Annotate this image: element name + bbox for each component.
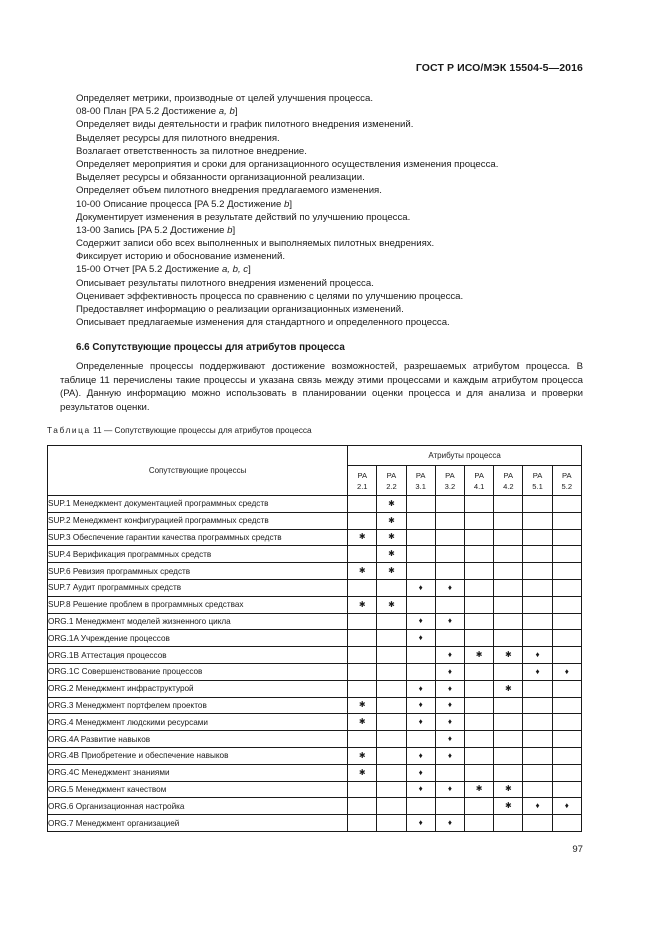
attribute-cell <box>465 680 494 697</box>
line-italic: a, b <box>218 106 235 118</box>
body-line <box>76 105 586 118</box>
attribute-cell <box>465 563 494 580</box>
process-name: ORG.1A Учреждение процессов <box>48 630 348 647</box>
attribute-pa: PA <box>357 470 368 480</box>
attribute-cell: ♦ <box>406 579 435 596</box>
line-prefix: 08-00 План [PA 5.2 Достижение <box>76 106 219 118</box>
attribute-cell <box>377 647 406 664</box>
attribute-cell: ♦ <box>523 663 552 680</box>
attribute-cell <box>406 512 435 529</box>
process-name: SUP.8 Решение проблем в программных средствах <box>48 596 348 613</box>
attribute-cell <box>523 496 552 513</box>
attribute-cell: ♦ <box>406 613 435 630</box>
attribute-cell <box>435 630 464 647</box>
paragraph-text: Определенные процессы поддерживают достижение возможностей, разрешаемых атрибутом процесса. В таблице 11 перечислены такие процессы и указана связь между этими процессами и каждым атрибутом процесса (PA). Данную информацию можно использовать в планировании оценки процесса и для анализа и проверки результатов оценки. <box>60 361 583 413</box>
attribute-cell: ♦ <box>435 613 464 630</box>
attribute-cell <box>494 815 523 832</box>
process-column-header: Сопутствующие процессы <box>48 446 348 496</box>
attribute-cell <box>552 714 581 731</box>
attribute-cell <box>523 529 552 546</box>
process-name: ORG.2 Менеджмент инфраструктурой <box>48 680 348 697</box>
table-row <box>48 630 582 647</box>
table-row <box>48 563 582 580</box>
attribute-cell <box>435 563 464 580</box>
attribute-cell <box>494 714 523 731</box>
attribute-cell: ♦ <box>406 747 435 764</box>
body-line: Выделяет ресурсы для пилотного внедрения. <box>76 132 280 144</box>
attribute-number: 2.1 <box>356 481 368 491</box>
attribute-cell <box>348 630 377 647</box>
attribute-pa: PA <box>386 470 397 480</box>
attribute-cell: ♦ <box>523 798 552 815</box>
line-prefix: 13-00 Запись [PA 5.2 Достижение <box>76 224 228 236</box>
attribute-cell: ✱ <box>348 764 377 781</box>
attribute-cell: ✱ <box>348 714 377 731</box>
body-line: Выделяет ресурсы и обязанности организационной реализации. <box>76 172 365 184</box>
attribute-cell <box>465 697 494 714</box>
attribute-cell <box>523 714 552 731</box>
attribute-cell <box>523 512 552 529</box>
attribute-cell <box>348 512 377 529</box>
attributes-header: Атрибуты процесса <box>348 446 582 466</box>
attribute-cell <box>435 546 464 563</box>
attribute-number: 4.2 <box>503 481 514 491</box>
table-row <box>48 663 582 680</box>
attribute-cell: ♦ <box>552 663 581 680</box>
document-header: ГОСТ Р ИСО/МЭК 15504-5—2016 <box>415 62 583 74</box>
attribute-cell: ♦ <box>406 815 435 832</box>
table-row <box>48 815 582 832</box>
attribute-cell <box>465 815 494 832</box>
body-line: Документирует изменения в результате действий по улучшению процесса. <box>76 211 411 223</box>
attribute-cell <box>465 496 494 513</box>
attribute-cell <box>494 596 523 613</box>
attribute-cell <box>465 579 494 596</box>
process-name: SUP.1 Менеджмент документацией программных средств <box>48 496 348 513</box>
attribute-cell: ♦ <box>406 714 435 731</box>
attribute-cell <box>348 663 377 680</box>
attribute-cell <box>465 764 494 781</box>
attribute-cell <box>348 579 377 596</box>
attribute-column-header <box>494 466 523 496</box>
process-name: ORG.1 Менеджмент моделей жизненного цикла <box>48 613 348 630</box>
process-name: SUP.4 Верификация программных средств <box>48 546 348 563</box>
attribute-number: 5.1 <box>532 481 543 491</box>
attribute-cell <box>348 613 377 630</box>
table-row <box>48 781 582 798</box>
attribute-cell: ♦ <box>435 579 464 596</box>
attribute-cell <box>435 798 464 815</box>
attribute-cell: ✱ <box>348 747 377 764</box>
attribute-cell <box>465 663 494 680</box>
section-title: 6.6 Сопутствующие процессы для атрибутов процесса <box>76 342 345 353</box>
attribute-cell: ♦ <box>435 680 464 697</box>
attribute-pa: PA <box>503 470 514 480</box>
table-row <box>48 714 582 731</box>
attribute-cell: ♦ <box>406 697 435 714</box>
attribute-cell <box>406 596 435 613</box>
process-name: SUP.3 Обеспечение гарантии качества программных средств <box>48 529 348 546</box>
attribute-cell: ✱ <box>348 563 377 580</box>
attribute-cell <box>377 714 406 731</box>
attribute-cell <box>348 647 377 664</box>
attribute-cell <box>406 663 435 680</box>
attribute-cell: ♦ <box>435 781 464 798</box>
attribute-cell <box>465 798 494 815</box>
attribute-cell <box>552 731 581 748</box>
attribute-cell <box>523 764 552 781</box>
table-row <box>48 529 582 546</box>
table-caption <box>47 425 312 435</box>
attribute-cell <box>523 596 552 613</box>
attribute-cell <box>552 579 581 596</box>
attribute-cell <box>377 663 406 680</box>
attribute-pa: PA <box>474 470 484 480</box>
process-name: ORG.5 Менеджмент качеством <box>48 781 348 798</box>
process-name: SUP.7 Аудит программных средств <box>48 579 348 596</box>
attribute-cell <box>523 613 552 630</box>
attribute-cell <box>465 747 494 764</box>
attribute-cell <box>377 815 406 832</box>
attribute-cell <box>494 697 523 714</box>
line-suffix: ] <box>234 106 238 118</box>
attribute-cell: ♦ <box>435 663 464 680</box>
attribute-pa: PA <box>445 470 455 480</box>
attribute-cell <box>494 663 523 680</box>
attribute-cell <box>552 546 581 563</box>
attribute-cell: ♦ <box>406 630 435 647</box>
body-line: Оценивает эффективность процесса по сравнению с целями по улучшению процесса. <box>76 290 464 302</box>
attribute-number: 5.2 <box>561 481 573 491</box>
attribute-number: 3.2 <box>444 481 456 491</box>
body-line <box>76 198 586 211</box>
attribute-cell <box>348 781 377 798</box>
attribute-cell: ✱ <box>494 781 523 798</box>
body-line <box>76 224 586 237</box>
attribute-column-header <box>377 466 406 496</box>
attribute-column-header <box>406 466 435 496</box>
attribute-cell <box>552 613 581 630</box>
process-name: ORG.3 Менеджмент портфелем проектов <box>48 697 348 714</box>
table-row <box>48 680 582 697</box>
attribute-cell <box>552 496 581 513</box>
page-number: 97 <box>572 844 583 855</box>
attribute-cell <box>377 747 406 764</box>
attribute-cell <box>435 529 464 546</box>
body-text <box>76 92 586 329</box>
attribute-cell <box>377 680 406 697</box>
attribute-cell <box>348 496 377 513</box>
attribute-cell <box>523 546 552 563</box>
attribute-cell <box>406 647 435 664</box>
body-line: Определяет мероприятия и сроки для организационного осуществления изменения процесса. <box>76 158 499 170</box>
attribute-cell <box>465 529 494 546</box>
attribute-cell <box>377 579 406 596</box>
table-row <box>48 798 582 815</box>
body-line: Описывает предлагаемые изменения для стандартного и определенного процесса. <box>76 317 450 329</box>
attribute-cell <box>406 731 435 748</box>
attribute-cell <box>494 747 523 764</box>
table-row <box>48 747 582 764</box>
attribute-cell <box>465 512 494 529</box>
attribute-cell <box>552 596 581 613</box>
attribute-cell <box>523 747 552 764</box>
attribute-cell <box>494 630 523 647</box>
process-name: ORG.4B Приобретение и обеспечение навыков <box>48 747 348 764</box>
attribute-cell: ♦ <box>435 714 464 731</box>
process-name: ORG.4C Менеджмент знаниями <box>48 764 348 781</box>
table-row <box>48 697 582 714</box>
attribute-cell: ✱ <box>377 496 406 513</box>
attribute-cell <box>552 815 581 832</box>
attribute-cell <box>494 529 523 546</box>
attribute-column-header <box>465 466 494 496</box>
attribute-cell <box>406 496 435 513</box>
attribute-cell <box>465 596 494 613</box>
body-line: Возлагает ответственность за пилотное внедрение. <box>76 145 307 157</box>
attribute-number: 3.1 <box>415 481 426 491</box>
attribute-cell <box>552 680 581 697</box>
line-suffix: ] <box>248 264 251 276</box>
attribute-cell <box>435 512 464 529</box>
attribute-cell: ✱ <box>348 697 377 714</box>
attribute-cell <box>552 747 581 764</box>
attribute-cell: ✱ <box>377 546 406 563</box>
body-line: Определяет виды деятельности и график пилотного внедрения изменений. <box>76 119 414 131</box>
attribute-cell <box>377 764 406 781</box>
attribute-cell: ♦ <box>406 680 435 697</box>
table-row <box>48 546 582 563</box>
process-name: ORG.1C Совершенствование процессов <box>48 663 348 680</box>
attribute-cell <box>552 764 581 781</box>
attribute-cell <box>435 496 464 513</box>
attribute-cell <box>348 731 377 748</box>
attribute-column-header <box>348 466 377 496</box>
attribute-cell: ✱ <box>377 563 406 580</box>
attribute-cell <box>552 647 581 664</box>
attribute-cell: ♦ <box>552 798 581 815</box>
attribute-cell <box>552 630 581 647</box>
attribute-cell: ♦ <box>523 647 552 664</box>
attribute-cell <box>406 546 435 563</box>
attribute-cell <box>552 529 581 546</box>
attribute-cell: ✱ <box>465 647 494 664</box>
line-italic: a, b, c <box>221 264 249 276</box>
body-line: Описывает результаты пилотного внедрения изменений процесса. <box>76 277 374 289</box>
process-name: SUP.2 Менеджмент конфигурацией программных средств <box>48 512 348 529</box>
attribute-pa: PA <box>415 470 426 480</box>
attribute-cell: ✱ <box>348 596 377 613</box>
attribute-pa: PA <box>562 470 572 480</box>
line-italic: b <box>227 224 233 236</box>
attribute-cell: ✱ <box>377 529 406 546</box>
process-name: ORG.4A Развитие навыков <box>48 731 348 748</box>
attribute-column-header <box>523 466 552 496</box>
attribute-cell <box>348 815 377 832</box>
attribute-cell <box>377 697 406 714</box>
table-caption-text: 11 — Сопутствующие процессы для атрибутов процесса <box>90 425 312 435</box>
attribute-cell <box>494 731 523 748</box>
table-row <box>48 512 582 529</box>
attribute-cell <box>523 781 552 798</box>
process-name: ORG.4 Менеджмент людскими ресурсами <box>48 714 348 731</box>
table-row <box>48 764 582 781</box>
attribute-cell <box>552 563 581 580</box>
attribute-cell: ♦ <box>435 647 464 664</box>
attribute-cell: ✱ <box>348 529 377 546</box>
attribute-column-header <box>552 466 581 496</box>
attribute-number: 2.2 <box>386 481 397 491</box>
attribute-cell: ✱ <box>465 781 494 798</box>
process-name: SUP.6 Ревизия программных средств <box>48 563 348 580</box>
line-suffix: ] <box>232 224 236 236</box>
attribute-cell <box>406 529 435 546</box>
attribute-cell: ✱ <box>494 680 523 697</box>
process-name: ORG.6 Организационная настройка <box>48 798 348 815</box>
line-prefix: 10-00 Описание процесса [PA 5.2 Достижение <box>76 198 284 210</box>
attribute-cell <box>523 630 552 647</box>
body-line: Содержит записи обо всех выполненных и выполняемых пилотных внедрениях. <box>76 238 435 250</box>
attribute-cell <box>465 613 494 630</box>
attribute-cell: ✱ <box>494 798 523 815</box>
attribute-cell <box>494 496 523 513</box>
body-line: Определяет объем пилотного внедрения предлагаемого изменения. <box>76 185 382 197</box>
section-paragraph <box>60 360 583 414</box>
attribute-cell <box>494 764 523 781</box>
attribute-cell <box>465 546 494 563</box>
line-suffix: ] <box>289 198 292 210</box>
attribute-cell <box>523 680 552 697</box>
attribute-cell: ♦ <box>435 747 464 764</box>
attribute-cell: ♦ <box>435 697 464 714</box>
table-row <box>48 647 582 664</box>
body-line <box>76 263 586 276</box>
attribute-cell <box>494 613 523 630</box>
table-row <box>48 579 582 596</box>
attribute-cell <box>523 697 552 714</box>
line-italic: b <box>283 198 290 210</box>
attribute-cell <box>348 546 377 563</box>
table-row <box>48 731 582 748</box>
attribute-cell <box>494 546 523 563</box>
attribute-number: 4.1 <box>473 481 485 491</box>
attribute-cell <box>377 613 406 630</box>
attribute-cell <box>465 630 494 647</box>
attribute-cell: ✱ <box>377 512 406 529</box>
attribute-cell <box>494 512 523 529</box>
attribute-cell <box>523 563 552 580</box>
attribute-cell: ✱ <box>377 596 406 613</box>
attribute-cell <box>465 714 494 731</box>
attribute-cell <box>377 798 406 815</box>
body-line: Предоставляет информацию о реализации организационных изменений. <box>76 304 404 315</box>
attribute-cell <box>523 731 552 748</box>
attribute-cell <box>435 596 464 613</box>
process-name: ORG.7 Менеджмент организацией <box>48 815 348 832</box>
attribute-cell <box>377 781 406 798</box>
attribute-cell <box>377 731 406 748</box>
attribute-cell <box>523 579 552 596</box>
attribute-cell <box>406 798 435 815</box>
attribute-cell <box>406 563 435 580</box>
attribute-cell <box>494 563 523 580</box>
process-name: ORG.1B Аттестация процессов <box>48 647 348 664</box>
attribute-cell <box>552 781 581 798</box>
line-prefix: 15-00 Отчет [PA 5.2 Достижение <box>76 264 222 276</box>
attribute-cell <box>523 815 552 832</box>
attribute-cell: ♦ <box>406 764 435 781</box>
attribute-column-header <box>435 466 464 496</box>
attribute-cell <box>348 680 377 697</box>
body-line: Фиксирует историю и обоснование изменений. <box>76 251 286 263</box>
attribute-cell: ✱ <box>494 647 523 664</box>
attribute-cell <box>377 630 406 647</box>
table-row <box>48 613 582 630</box>
table-row <box>48 596 582 613</box>
attribute-cell: ♦ <box>406 781 435 798</box>
attribute-pa: PA <box>532 470 543 480</box>
attribute-cell <box>435 764 464 781</box>
body-line: Определяет метрики, производные от целей улучшения процесса. <box>76 93 373 104</box>
attribute-cell <box>348 798 377 815</box>
table-row <box>48 496 582 513</box>
attribute-cell <box>465 731 494 748</box>
attributes-table <box>47 445 582 832</box>
attribute-cell: ♦ <box>435 731 464 748</box>
attribute-cell <box>494 579 523 596</box>
attribute-cell <box>552 512 581 529</box>
attribute-cell: ♦ <box>435 815 464 832</box>
attribute-cell <box>552 697 581 714</box>
table-caption-label: Таблица <box>47 425 91 435</box>
